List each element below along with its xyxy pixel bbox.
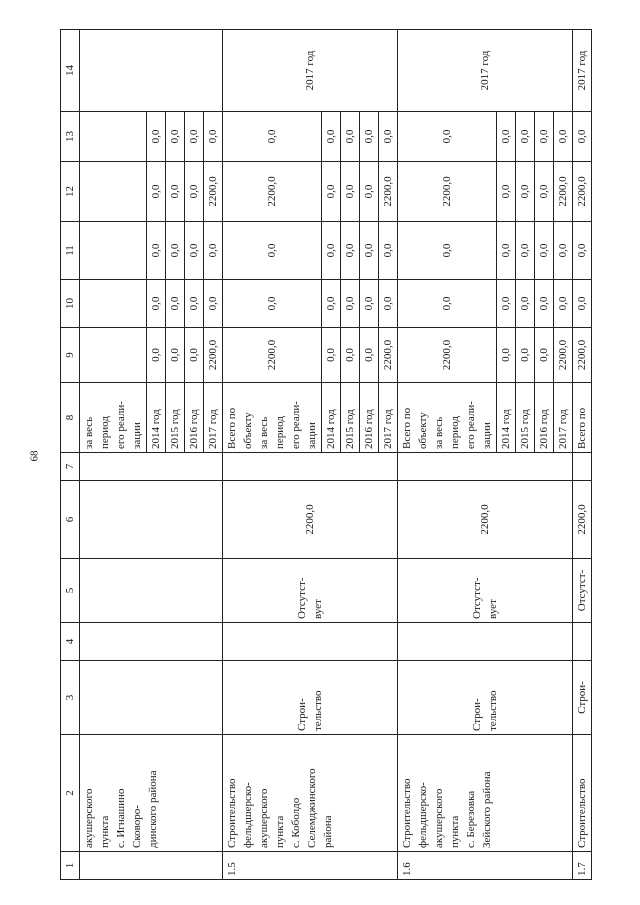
value-cell: 2200,0 — [573, 162, 592, 222]
object-total-row — [223, 30, 322, 880]
value-cell: 2200,0 — [554, 328, 573, 383]
estimated-cost: 2200,0 — [223, 481, 398, 559]
value-cell: 0,0 — [341, 112, 360, 162]
object-name: Строительство фельдшерско- акушерского пункта с. Березовка Зейского района — [398, 735, 573, 852]
investment-table — [60, 29, 592, 880]
value-cell: 0,0 — [535, 328, 554, 383]
value-cell: 0,0 — [223, 222, 322, 280]
total-label: Всего по объекту за весь период его реали- зации — [398, 383, 497, 453]
value-cell: 0,0 — [185, 162, 204, 222]
value-cell: 0,0 — [166, 162, 185, 222]
value-cell: 0,0 — [379, 222, 398, 280]
col-12-header: 12 — [61, 162, 80, 222]
value-cell: 0,0 — [360, 112, 379, 162]
year-label: 2016 год — [535, 383, 554, 453]
value-cell: 0,0 — [223, 112, 322, 162]
value-cell: 0,0 — [497, 328, 516, 383]
value-cell: 0,0 — [360, 328, 379, 383]
col-2-header: 2 — [61, 735, 80, 852]
col-8-header: 8 — [61, 383, 80, 453]
value-cell: 0,0 — [147, 328, 166, 383]
value-cell: 0,0 — [554, 222, 573, 280]
value-cell: 0,0 — [341, 222, 360, 280]
year-label: 2014 год — [497, 383, 516, 453]
value-cell: 2200,0 — [573, 328, 592, 383]
year-label: 2017 год — [554, 383, 573, 453]
object-name: Строительство — [573, 735, 592, 852]
object-total-row — [398, 30, 497, 880]
value-cell: 0,0 — [322, 328, 341, 383]
estimated-cost: 2200,0 — [398, 481, 573, 559]
value-cell: 0,0 — [322, 280, 341, 328]
year-label: 2015 год — [516, 383, 535, 453]
value-cell: 0,0 — [516, 222, 535, 280]
value-cell: 0,0 — [398, 222, 497, 280]
value-cell: 0,0 — [185, 222, 204, 280]
value-cell: 0,0 — [516, 280, 535, 328]
value-cell: 0,0 — [204, 280, 223, 328]
completion-year: 2017 год — [573, 30, 592, 112]
year-label: 2014 год — [322, 383, 341, 453]
value-cell: 0,0 — [147, 280, 166, 328]
value-cell: 0,0 — [341, 162, 360, 222]
header-row — [61, 30, 80, 880]
value-cell: 0,0 — [223, 280, 322, 328]
col-1-header: 1 — [61, 852, 80, 880]
year-label: 2016 год — [360, 383, 379, 453]
design-status: Отсутст- — [573, 559, 592, 623]
page-number: 68 — [28, 450, 41, 462]
value-cell: 2200,0 — [223, 162, 322, 222]
value-cell: 0,0 — [497, 222, 516, 280]
design-status: Отсутст- вует — [223, 559, 398, 623]
col-7-header: 7 — [61, 453, 80, 481]
value-cell: 0,0 — [398, 280, 497, 328]
item-number: 1.5 — [223, 852, 398, 880]
completion-year: 2017 год — [398, 30, 573, 112]
year-label: 2014 год — [147, 383, 166, 453]
col-9-header: 9 — [61, 328, 80, 383]
work-type: Строи- — [573, 661, 592, 735]
value-cell: 2200,0 — [223, 328, 322, 383]
year-label: 2015 год — [166, 383, 185, 453]
col-6-header: 6 — [61, 481, 80, 559]
value-cell: 0,0 — [497, 280, 516, 328]
value-cell: 0,0 — [535, 112, 554, 162]
value-cell: 2200,0 — [398, 328, 497, 383]
value-cell: 0,0 — [360, 280, 379, 328]
value-cell: 0,0 — [147, 162, 166, 222]
value-cell: 2200,0 — [379, 328, 398, 383]
total-label: Всего по — [573, 383, 592, 453]
year-label: 2015 год — [341, 383, 360, 453]
col-11-header: 11 — [61, 222, 80, 280]
rotated-page — [60, 30, 610, 880]
value-cell: 0,0 — [185, 112, 204, 162]
value-cell: 0,0 — [535, 222, 554, 280]
item-number: 1.6 — [398, 852, 573, 880]
value-cell: 0,0 — [360, 162, 379, 222]
value-cell: 0,0 — [322, 222, 341, 280]
value-cell: 0,0 — [166, 328, 185, 383]
value-cell: 0,0 — [398, 112, 497, 162]
value-cell: 0,0 — [166, 112, 185, 162]
value-cell: 0,0 — [322, 112, 341, 162]
value-cell: 0,0 — [573, 280, 592, 328]
object-total-row — [573, 30, 592, 880]
cont-period-row — [80, 30, 147, 880]
year-label: 2017 год — [204, 383, 223, 453]
value-cell: 0,0 — [516, 162, 535, 222]
value-cell: 0,0 — [554, 280, 573, 328]
work-type: Строи- тельство — [398, 661, 573, 735]
year-label: 2017 год — [379, 383, 398, 453]
value-cell: 0,0 — [535, 162, 554, 222]
value-cell: 0,0 — [497, 112, 516, 162]
value-cell: 0,0 — [379, 280, 398, 328]
year-label: 2016 год — [185, 383, 204, 453]
value-cell: 0,0 — [573, 222, 592, 280]
value-cell: 0,0 — [379, 112, 398, 162]
work-type: Строи- тельство — [223, 661, 398, 735]
value-cell: 0,0 — [322, 162, 341, 222]
value-cell: 2200,0 — [204, 328, 223, 383]
value-cell: 0,0 — [341, 328, 360, 383]
value-cell: 0,0 — [554, 112, 573, 162]
estimated-cost: 2200,0 — [573, 481, 592, 559]
col-3-header: 3 — [61, 661, 80, 735]
value-cell: 0,0 — [360, 222, 379, 280]
value-cell: 0,0 — [516, 328, 535, 383]
value-cell: 2200,0 — [204, 162, 223, 222]
col-4-header: 4 — [61, 623, 80, 661]
value-cell: 2200,0 — [554, 162, 573, 222]
value-cell: 0,0 — [341, 280, 360, 328]
col-13-header: 13 — [61, 112, 80, 162]
col-5-header: 5 — [61, 559, 80, 623]
value-cell: 0,0 — [147, 222, 166, 280]
design-status: Отсутст- вует — [398, 559, 573, 623]
col-10-header: 10 — [61, 280, 80, 328]
value-cell: 0,0 — [535, 280, 554, 328]
value-cell: 0,0 — [147, 112, 166, 162]
value-cell: 0,0 — [204, 112, 223, 162]
value-cell: 2200,0 — [379, 162, 398, 222]
value-cell: 0,0 — [185, 328, 204, 383]
value-cell: 0,0 — [204, 222, 223, 280]
object-name: Строительство фельдшерско- акушерского пункта с. Коболдо Селемджинского района — [223, 735, 398, 852]
col-14-header: 14 — [61, 30, 80, 112]
value-cell: 0,0 — [516, 112, 535, 162]
item-number: 1.7 — [573, 852, 592, 880]
value-cell: 0,0 — [497, 162, 516, 222]
value-cell: 0,0 — [185, 280, 204, 328]
value-cell: 0,0 — [573, 112, 592, 162]
value-cell: 0,0 — [166, 222, 185, 280]
object-name: акушерского пункта с. Игнашино Сковоро- динского района — [80, 735, 223, 852]
completion-year: 2017 год — [223, 30, 398, 112]
total-label: Всего по объекту за весь период его реали- зации — [223, 383, 322, 453]
period-label: за весь период его реали- зации — [80, 383, 147, 453]
value-cell: 2200,0 — [398, 162, 497, 222]
value-cell: 0,0 — [166, 280, 185, 328]
